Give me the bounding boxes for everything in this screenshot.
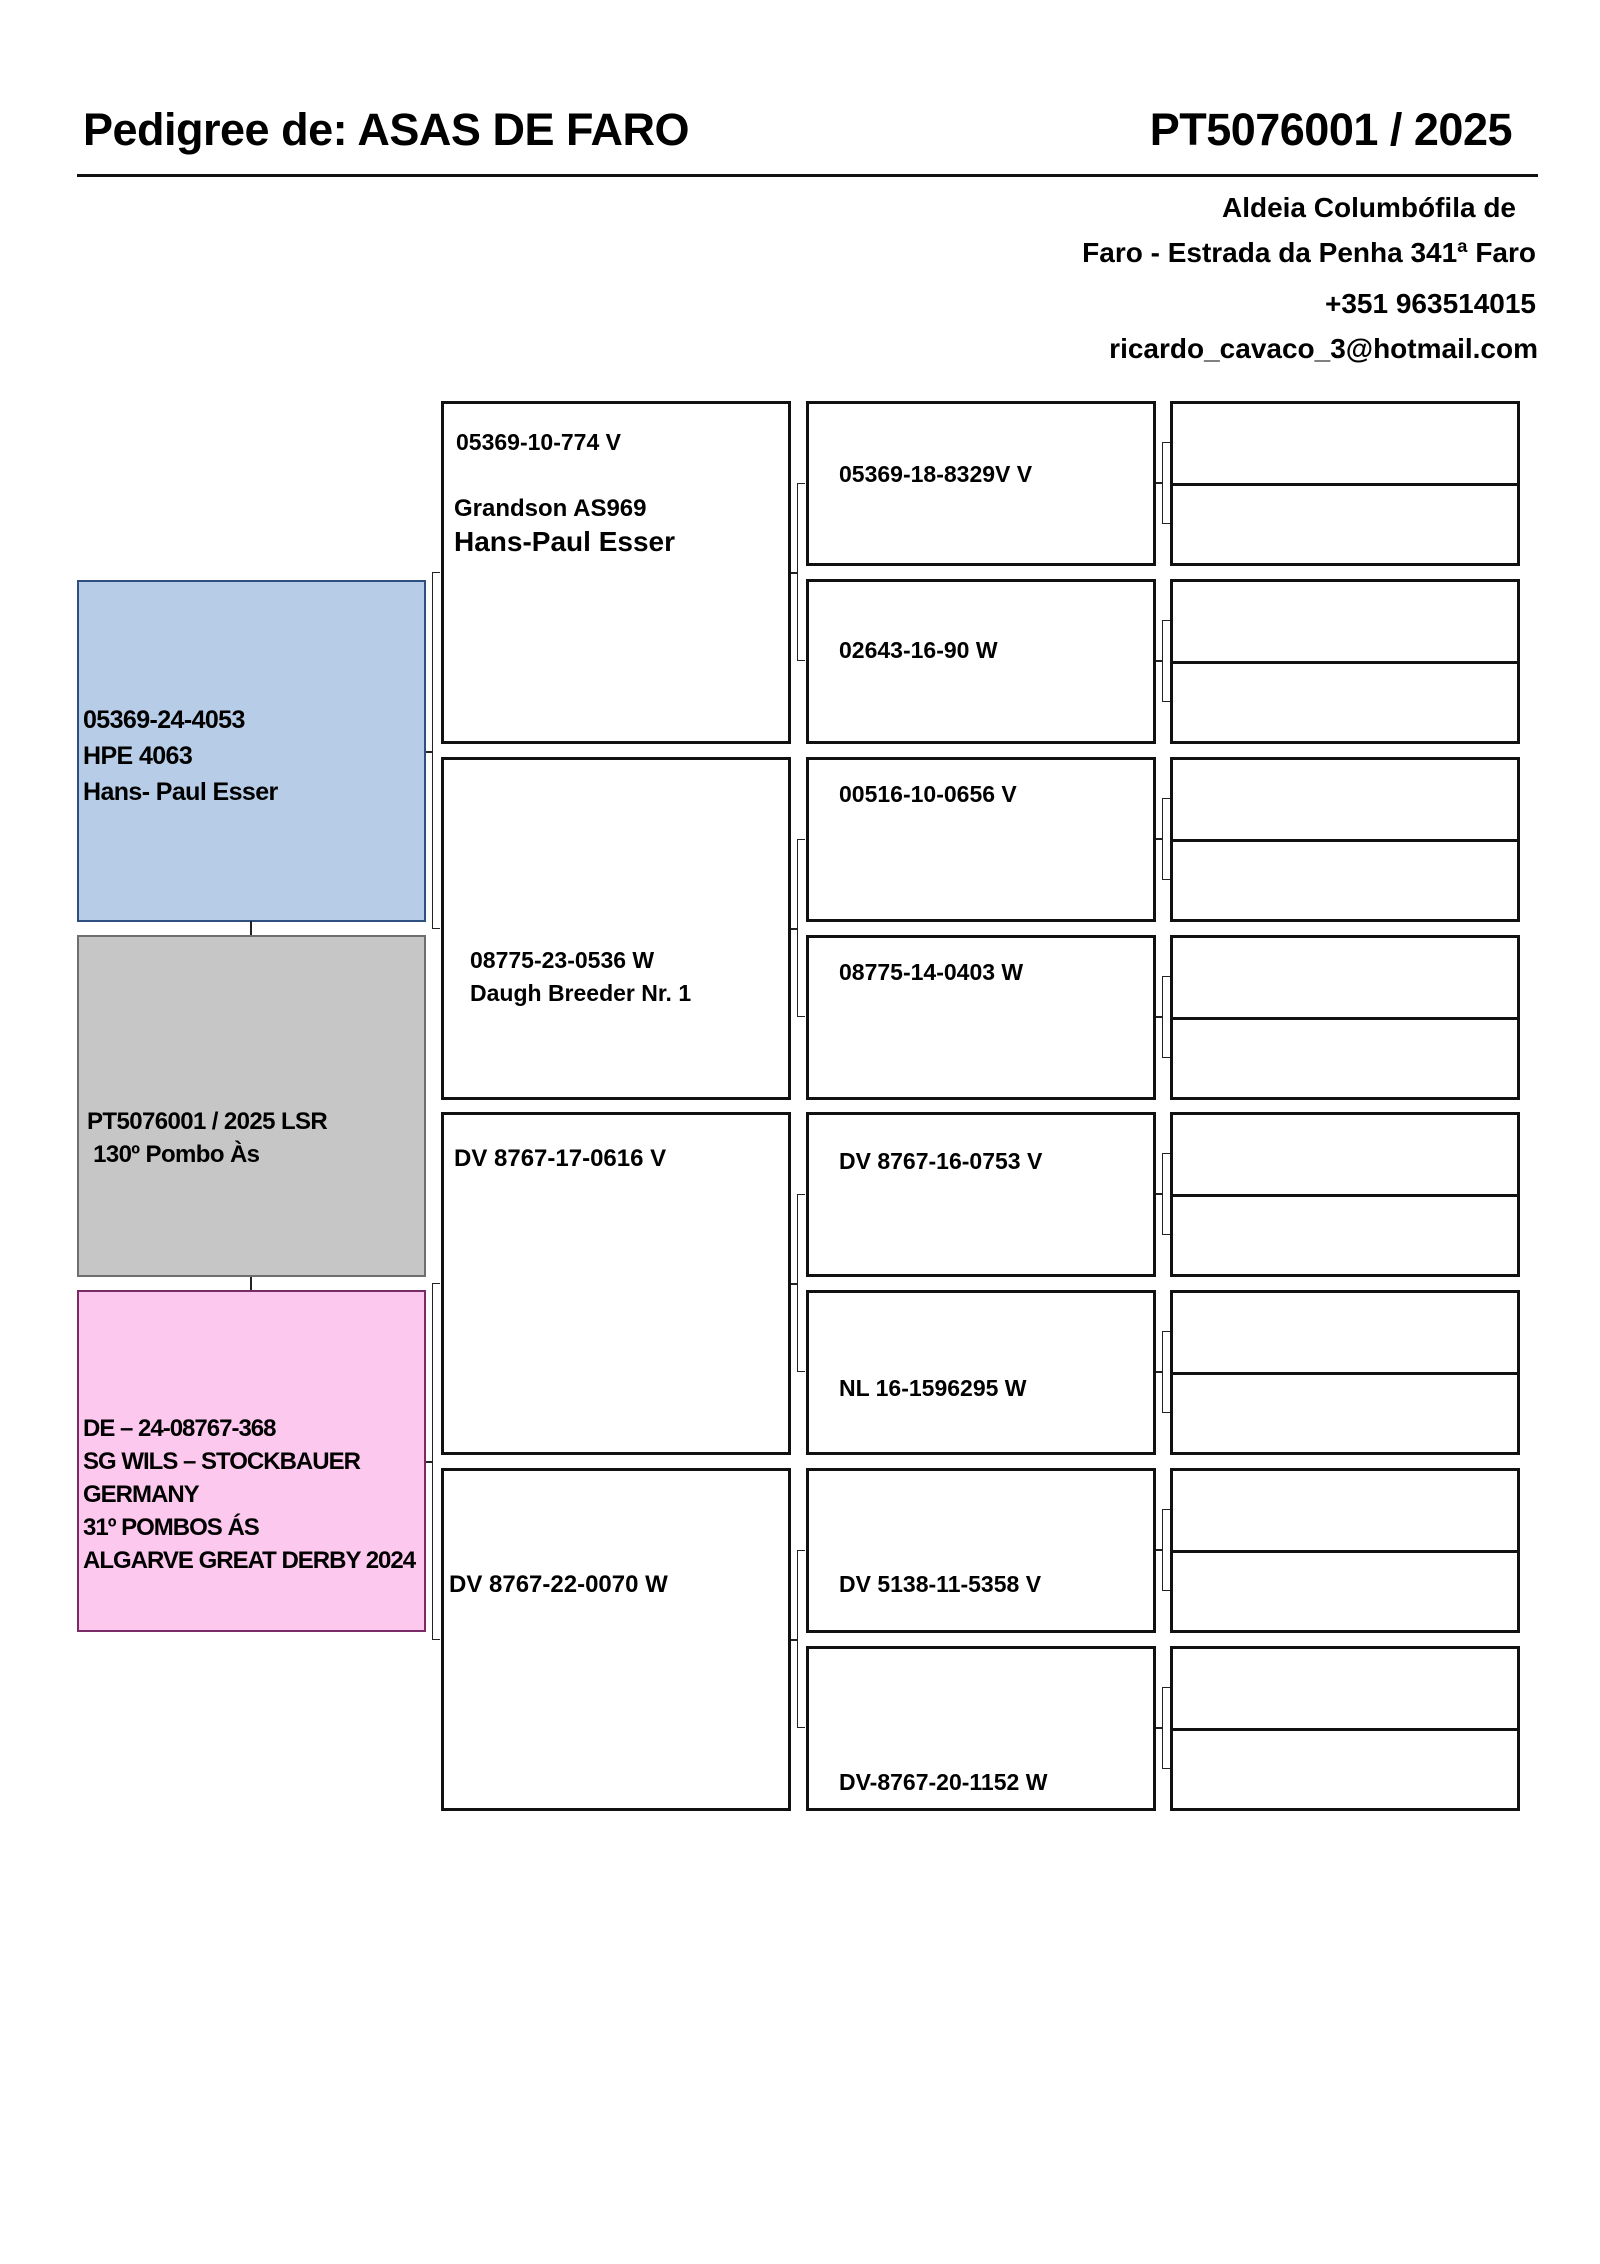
ggg-parent-pair-box (1170, 579, 1520, 744)
sire-breeder: Hans- Paul Esser (83, 778, 278, 806)
pair-divider (1173, 839, 1517, 842)
great-grandparent-ring: DV-8767-20-1152 W (839, 1769, 1048, 1795)
grandparent-ring: 05369-10-774 V (456, 429, 621, 455)
great-grandparent-ring: 08775-14-0403 W (839, 959, 1024, 985)
grandparent-box (441, 401, 791, 744)
ggg-parent-pair-box (1170, 401, 1520, 566)
pair-divider (1173, 1372, 1517, 1375)
grandparent-note: Daugh Breeder Nr. 1 (470, 980, 692, 1006)
sire-box (77, 580, 426, 922)
grandparent-ring: DV 8767-22-0070 W (449, 1571, 668, 1598)
bracket-connector (432, 1283, 440, 1640)
great-grandparent-ring: DV 5138-11-5358 V (839, 1571, 1042, 1597)
pair-divider (1173, 1194, 1517, 1197)
bracket-connector (1162, 976, 1170, 1058)
bracket-connector (797, 1550, 805, 1728)
address-line-1: Aldeia Columbófila de (1221, 192, 1516, 223)
grandparent-box (441, 1112, 791, 1455)
great-grandparent-box (806, 1290, 1156, 1455)
subject-result: 130º Pombo Às (87, 1141, 260, 1168)
bracket-connector (797, 1194, 805, 1372)
sire-ring: 05369-24-4053 (83, 706, 245, 734)
pair-divider (1173, 1728, 1517, 1731)
great-grandparent-ring: NL 16-1596295 W (839, 1375, 1027, 1401)
great-grandparent-box (806, 1112, 1156, 1277)
bracket-connector (1162, 1509, 1170, 1591)
bracket-connector (1162, 1153, 1170, 1235)
pair-divider (1173, 1550, 1517, 1553)
sire-info (83, 702, 278, 810)
subject-info (87, 1105, 327, 1171)
sire-code: HPE 4063 (83, 742, 193, 770)
ggg-parent-pair-box (1170, 935, 1520, 1100)
grandparent-box (441, 1468, 791, 1811)
great-grandparent-ring: DV 8767-16-0753 V (839, 1148, 1043, 1174)
connector-line (250, 921, 252, 935)
address-line-2: Faro - Estrada da Penha 341ª Faro (1082, 237, 1536, 268)
email-address: ricardo_cavaco_3@hotmail.com (1109, 333, 1538, 364)
dam-info (83, 1412, 415, 1577)
pair-divider (1173, 483, 1517, 486)
great-grandparent-ring: 02643-16-90 W (839, 637, 998, 663)
subject-box (77, 935, 426, 1277)
dam-country: GERMANY (83, 1481, 199, 1508)
bracket-connector (797, 483, 805, 661)
dam-ring: DE – 24-08767-368 (83, 1415, 276, 1442)
grandparent-box (441, 757, 791, 1100)
great-grandparent-box (806, 579, 1156, 744)
bracket-connector (1162, 620, 1170, 702)
ggg-parent-pair-box (1170, 1290, 1520, 1455)
ring-number-header: PT5076001 / 2025 (1149, 104, 1512, 155)
grandparent-breeder: Hans-Paul Esser (454, 526, 675, 557)
dam-breeder: SG WILS – STOCKBAUER (83, 1448, 360, 1475)
ggg-parent-pair-box (1170, 1468, 1520, 1633)
bracket-connector (432, 572, 440, 929)
bracket-connector (1162, 442, 1170, 524)
great-grandparent-box (806, 401, 1156, 566)
ggg-parent-pair-box (1170, 757, 1520, 922)
bracket-connector (1162, 1331, 1170, 1413)
dam-box (77, 1290, 426, 1632)
ggg-parent-pair-box (1170, 1646, 1520, 1811)
pair-divider (1173, 1017, 1517, 1020)
grandparent-note: Grandson AS969 (454, 495, 647, 522)
great-grandparent-box (806, 757, 1156, 922)
header-divider (77, 174, 1538, 177)
subject-ring: PT5076001 / 2025 LSR (87, 1108, 328, 1135)
great-grandparent-ring: 00516-10-0656 V (839, 781, 1017, 807)
grandparent-ring: 08775-23-0536 W (470, 947, 655, 973)
great-grandparent-box (806, 935, 1156, 1100)
pair-divider (1173, 661, 1517, 664)
page-title: Pedigree de: ASAS DE FARO (83, 104, 689, 155)
bracket-connector (797, 839, 805, 1017)
bracket-connector (1162, 1687, 1170, 1769)
dam-result: 31º POMBOS ÁS (83, 1514, 259, 1541)
great-grandparent-ring: 05369-18-8329V V (839, 461, 1033, 487)
ggg-parent-pair-box (1170, 1112, 1520, 1277)
phone-number: +351 963514015 (1325, 288, 1536, 319)
dam-race: ALGARVE GREAT DERBY 2024 (83, 1547, 416, 1574)
great-grandparent-box (806, 1646, 1156, 1811)
grandparent-ring: DV 8767-17-0616 V (454, 1145, 667, 1172)
connector-line (250, 1277, 252, 1290)
great-grandparent-box (806, 1468, 1156, 1633)
bracket-connector (1162, 798, 1170, 880)
